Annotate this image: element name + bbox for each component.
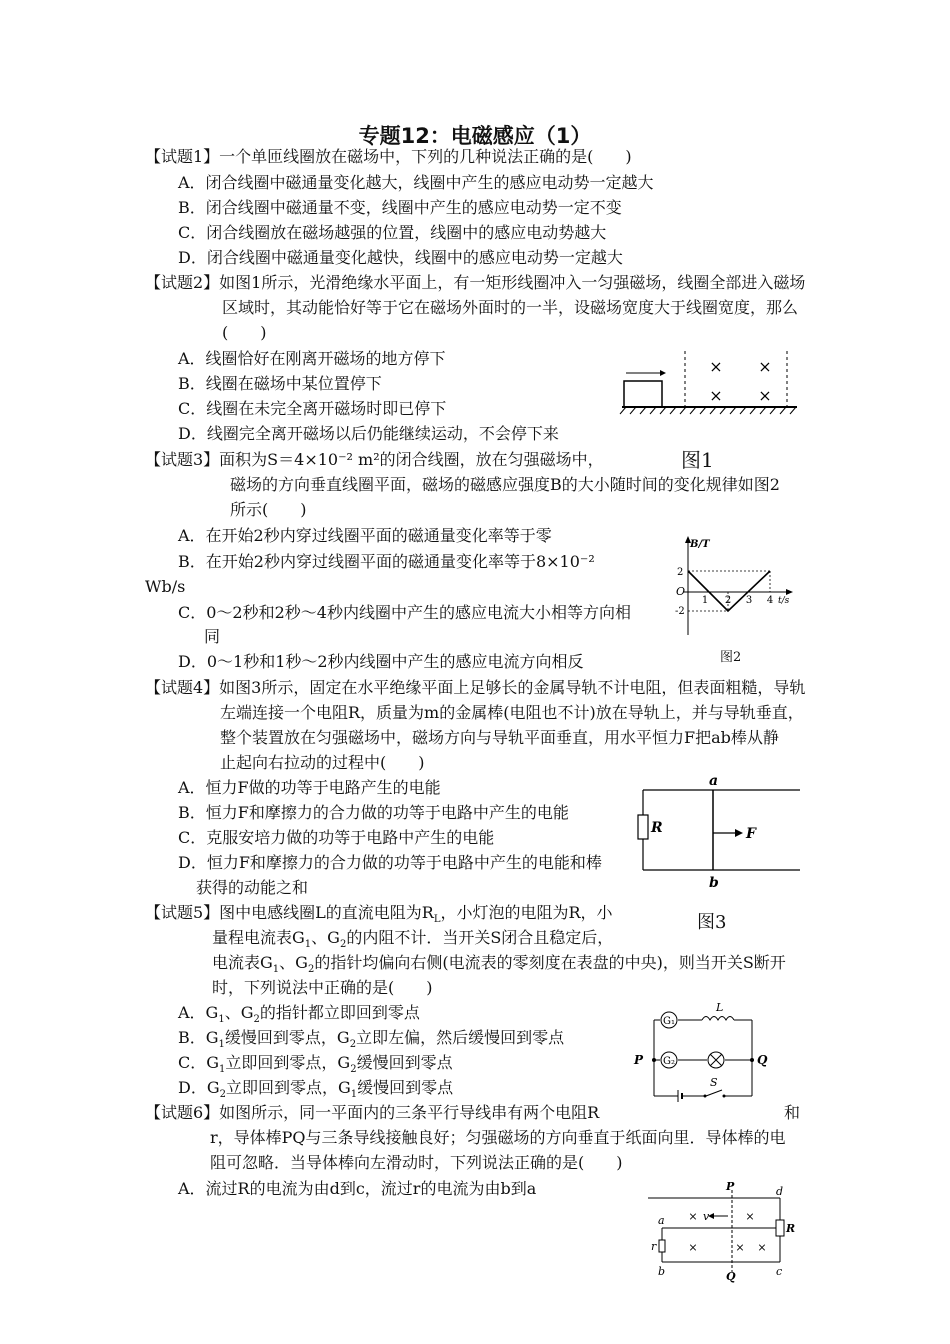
- option-d: D．闭合线圈中磁通量变化越快，线圈中的感应电动势一定越大: [178, 248, 623, 267]
- resistor-label: R: [651, 820, 663, 836]
- question-3-stem-line: 【试题3】面积为S＝4×10⁻² m²的闭合线圈，放在匀强磁场中，: [145, 450, 604, 469]
- option-d: D．$G_2$立即回到零点，$G_1$缓慢回到零点: [178, 1078, 454, 1101]
- x-tick-label: 2: [724, 595, 732, 606]
- figure-5-circuit: [630, 998, 775, 1110]
- option-a: A．在开始2秒内穿过线圈平面的磁通量变化率等于零: [178, 526, 552, 545]
- option-b: B．线圈在磁场中某位置停下: [178, 374, 382, 393]
- figure-1-diagram: [612, 345, 807, 415]
- question-2-stem-line: ( ): [222, 323, 267, 342]
- rod-end-label: Q: [726, 1270, 736, 1283]
- question-3-stem-line: 磁场的方向垂直线圈平面，磁场的磁感应强度B的大小随时间的变化规律如图2: [230, 475, 780, 494]
- question-2-stem-line: 【试题2】如图1所示，光滑绝缘水平面上，有一矩形线圈冲入一匀强磁场，线圈全部进入磁场: [145, 273, 806, 292]
- figure-1-caption: 图1: [681, 448, 714, 472]
- figure-3-diagram: [625, 775, 805, 890]
- rod-end-label: a: [709, 773, 719, 789]
- option-c-continued: 同: [204, 627, 221, 646]
- node-label: P: [634, 1053, 644, 1067]
- question-5-stem-line: 电流表$G_1$、$G_2$的指针均偏向右侧(电流表的零刻度在表盘的中央)，则当开关S断开: [212, 953, 786, 976]
- origin-label: O: [676, 585, 686, 598]
- x-tick-label: 3: [745, 595, 753, 606]
- force-label: F: [746, 826, 756, 842]
- x-axis-arrow-icon: [786, 589, 793, 595]
- figure-6-circuit: [640, 1180, 800, 1283]
- arrow-head-icon: [660, 370, 666, 376]
- x-axis-label: t/s: [778, 596, 790, 606]
- rod-end-label: b: [709, 875, 719, 891]
- field-mark: ×: [688, 1210, 698, 1223]
- rod-end-label: P: [726, 1180, 735, 1193]
- junction-q: [750, 1058, 754, 1062]
- question-3-stem-line: 所示( ): [230, 500, 307, 519]
- option-b: B．在开始2秒内穿过线圈平面的磁通量变化率等于8×10⁻²: [178, 552, 595, 571]
- option-b: B．$G_1$缓慢回到零点，$G_2$立即左偏，然后缓慢回到零点: [178, 1028, 565, 1051]
- field-mark: ×: [758, 357, 772, 376]
- question-5-stem-line: 时，下列说法中正确的是( ): [212, 978, 433, 997]
- x-tick-label: 4: [766, 595, 774, 606]
- arrow-head-icon: [735, 829, 743, 837]
- option-b-unit: Wb/s: [145, 577, 186, 596]
- option-a: A．闭合线圈中磁通量变化越大，线圈中产生的感应电动势一定越大: [178, 173, 654, 192]
- inductor-coil: [702, 1017, 734, 1021]
- resistor-r-small: [659, 1240, 665, 1252]
- question-2-stem-line: 区域时，其动能恰好等于它在磁场外面时的一半，设磁场宽度大于线圈宽度，那么: [222, 298, 799, 317]
- y-axis-label: B/T: [690, 539, 710, 550]
- question-4-stem-line: 整个装置放在匀强磁场中，磁场方向与导轨平面垂直，用水平恒力F把ab棒从静: [220, 728, 779, 747]
- node-label: a: [658, 1214, 665, 1227]
- question-6-stem-line: 阻可忽略．当导体棒向左滑动时，下列说法正确的是( ): [210, 1153, 623, 1172]
- page-title: 专题12：电磁感应（1）: [358, 124, 592, 148]
- switch-s: [706, 1090, 722, 1096]
- option-d: D．0～1秒和1秒～2秒内线圈中产生的感应电流方向相反: [178, 652, 584, 671]
- option-c: C．0～2秒和2秒～4秒内线圈中产生的感应电流大小相等方向相: [178, 603, 631, 622]
- node-label: Q: [757, 1053, 768, 1067]
- ammeter-label: G₂: [663, 1056, 675, 1067]
- question-6-stem-line: 和: [784, 1103, 801, 1122]
- question-5-stem-line: 【试题5】图中电感线圈L的直流电阻为$R_L$，小灯泡的电阻为R，小: [145, 903, 613, 926]
- question-5-stem-line: 量程电流表$G_1$、$G_2$的内阻不计．当开关S闭合且稳定后，: [212, 928, 614, 951]
- field-mark: ×: [709, 386, 723, 405]
- option-c: C．线圈在未完全离开磁场时即已停下: [178, 399, 447, 418]
- figure-3-caption: 图3: [697, 912, 727, 933]
- figure-2-caption: 图2: [720, 650, 742, 665]
- option-a: A．恒力F做的功等于电路产生的电能: [178, 778, 441, 797]
- resistor-r: [638, 815, 648, 839]
- junction-p: [652, 1058, 656, 1062]
- velocity-label: v: [703, 1210, 710, 1223]
- y-tick-label: -2: [675, 606, 685, 617]
- y-tick-label: 2: [677, 567, 684, 578]
- coil-rectangle: [624, 381, 662, 407]
- field-mark: ×: [745, 1210, 755, 1223]
- node-label: d: [776, 1185, 784, 1198]
- option-d-continued: 获得的动能之和: [196, 878, 309, 897]
- switch-label: S: [710, 1076, 718, 1089]
- x-tick-label: 1: [701, 595, 709, 606]
- inductor-label: L: [716, 1001, 724, 1014]
- node-label: c: [776, 1265, 783, 1278]
- field-mark: ×: [758, 386, 772, 405]
- resistor-label: R: [786, 1222, 796, 1235]
- ammeter-label: G₁: [663, 1016, 675, 1027]
- option-c: C．闭合线圈放在磁场越强的位置，线圈中的感应电动势越大: [178, 223, 607, 242]
- option-c: C．克服安培力做的功等于电路中产生的电能: [178, 828, 495, 847]
- field-mark: ×: [757, 1241, 767, 1254]
- resistor-label: r: [651, 1240, 657, 1253]
- resistor-big-r: [776, 1220, 784, 1236]
- option-a: A．流过R的电流为由d到c，流过r的电流为由b到a: [178, 1179, 537, 1198]
- node-label: b: [658, 1265, 666, 1278]
- question-6-stem-line: 【试题6】如图所示，同一平面内的三条平行导线串有两个电阻R: [145, 1103, 600, 1122]
- option-b: B．闭合线圈中磁通量不变，线圈中产生的感应电动势一定不变: [178, 198, 622, 217]
- option-d: D．恒力F和摩擦力的合力做的功等于电路中产生的电能和棒: [178, 853, 602, 872]
- figure-2-graph: [670, 535, 800, 640]
- option-c: C．$G_1$立即回到零点，$G_2$缓慢回到零点: [178, 1053, 453, 1076]
- option-a: A．$G_1$、$G_2$的指针都立即回到零点: [178, 1003, 420, 1026]
- field-mark: ×: [688, 1241, 698, 1254]
- question-4-stem-line: 止起向右拉动的过程中( ): [220, 753, 425, 772]
- option-d: D．线圈完全离开磁场以后仍能继续运动，不会停下来: [178, 424, 559, 443]
- option-b: B．恒力F和摩擦力的合力做的功等于电路中产生的电能: [178, 803, 569, 822]
- question-4-stem-line: 左端连接一个电阻R，质量为m的金属棒(电阻也不计)放在导轨上，并与导轨垂直，: [220, 703, 804, 722]
- question-1-stem: 【试题1】一个单匝线圈放在磁场中，下列的几种说法正确的是( ): [145, 147, 632, 166]
- field-mark: ×: [735, 1241, 745, 1254]
- option-a: A．线圈恰好在刚离开磁场的地方停下: [178, 349, 446, 368]
- ground-hatch: [620, 407, 796, 414]
- field-mark: ×: [709, 357, 723, 376]
- question-4-stem-line: 【试题4】如图3所示，固定在水平绝缘平面上足够长的金属导轨不计电阻，但表面粗糙，导轨: [145, 678, 806, 697]
- question-6-stem-line: r，导体棒PQ与三条导线接触良好；匀强磁场的方向垂直于纸面向里．导体棒的电: [210, 1128, 786, 1147]
